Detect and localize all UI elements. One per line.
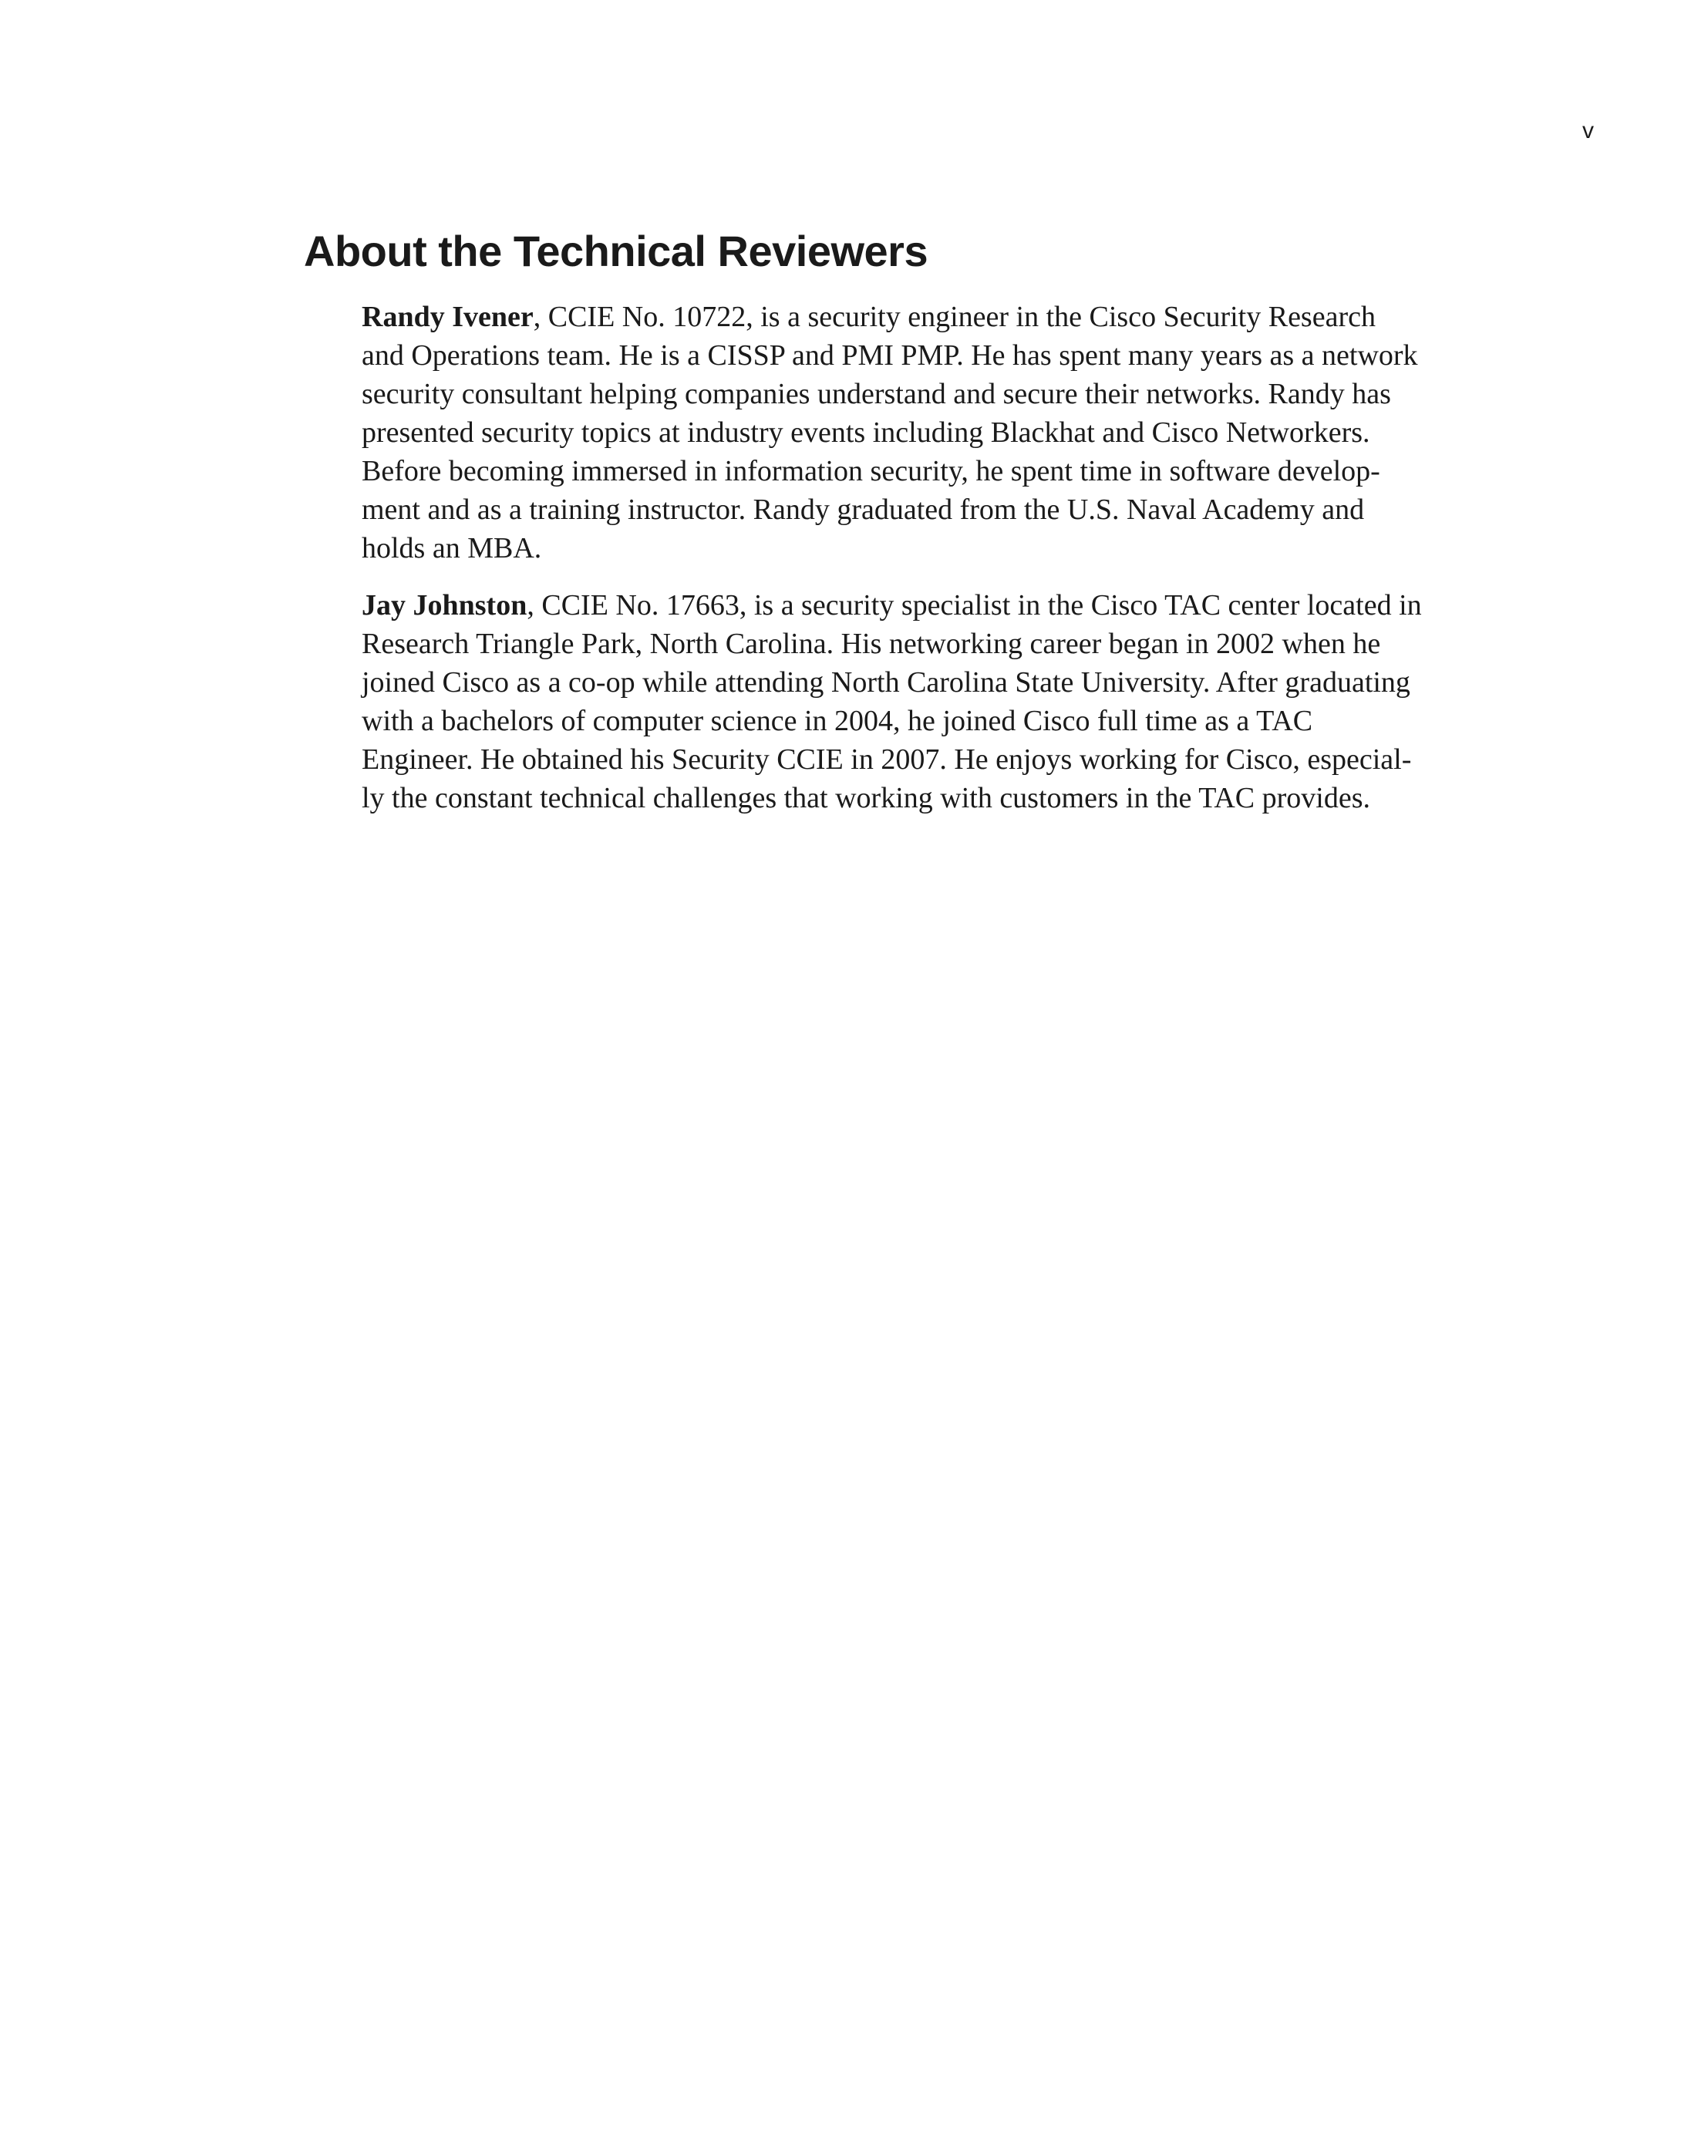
bio-line: Engineer. He obtained his Security CCIE in 2007. He enjoys working for Cisco, especial- xyxy=(362,743,1412,776)
bio-line: security consultant helping companies understand and secure their networks. Randy has xyxy=(362,378,1391,410)
bio-text: , CCIE No. 17663, is a security specialist in the Cisco TAC center located in xyxy=(527,589,1422,622)
bio-line: ly the constant technical challenges that working with customers in the TAC provides. xyxy=(362,782,1371,814)
bio-line xyxy=(362,586,1422,625)
bio-line: Before becoming immersed in information security, he spent time in software develop- xyxy=(362,455,1380,487)
section-title: About the Technical Reviewers xyxy=(304,227,928,275)
bio-line: with a bachelors of computer science in 2004, he joined Cisco full time as a TAC xyxy=(362,705,1313,737)
reviewer-name: Jay Johnston xyxy=(362,589,527,622)
bio-line: joined Cisco as a co-op while attending North Carolina State University. After graduating xyxy=(362,666,1410,699)
bio-line: presented security topics at industry events including Blackhat and Cisco Networkers. xyxy=(362,416,1370,449)
bio-line: ment and as a training instructor. Randy graduated from the U.S. Naval Academy and xyxy=(362,494,1365,526)
bio-line: Research Triangle Park, North Carolina. His networking career began in 2002 when he xyxy=(362,628,1381,660)
bio-text: , CCIE No. 10722, is a security engineer in the Cisco Security Research xyxy=(533,301,1376,333)
reviewer-bio-randy-ivener xyxy=(362,298,1418,568)
reviewer-bio-jay-johnston xyxy=(362,586,1422,817)
reviewer-name: Randy Ivener xyxy=(362,301,534,333)
bio-line: and Operations team. He is a CISSP and PMI PMP. He has spent many years as a network xyxy=(362,339,1418,372)
page-number: v xyxy=(1582,118,1594,143)
bio-line xyxy=(362,298,1418,336)
bio-line: holds an MBA. xyxy=(362,532,542,564)
